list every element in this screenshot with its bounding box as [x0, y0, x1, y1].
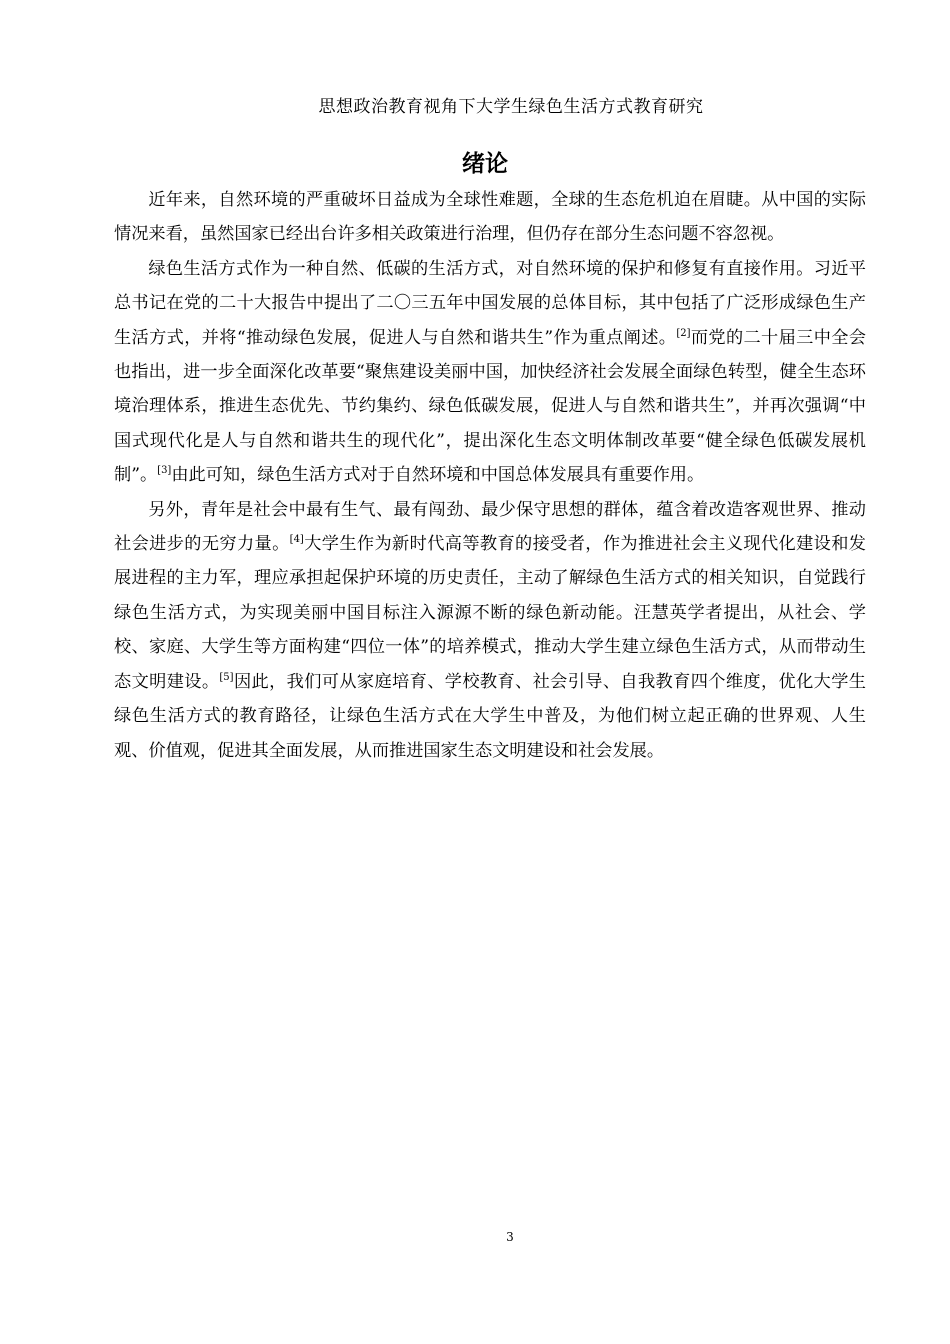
page-number: 3 [506, 1230, 514, 1244]
paragraph-text: 绿色生活方式作为一种自然、低碳的生活方式，对自然环境的保护和修复有直接作用。习近平总书记在党的二十大报告中提出了二〇三五年中国发展的总体目标，其中包括了广泛形成绿色生产生活方式，并将“推动绿色发展，促进人与自然和谐共生”作为重点阐述。 [114, 258, 866, 348]
running-header: 思想政治教育视角下大学生绿色生活方式教育研究 [318, 97, 704, 117]
citation-ref: [3] [157, 465, 172, 477]
chapter-title: 绪论 [462, 151, 508, 177]
citation-ref: [5] [219, 671, 234, 683]
paragraph-youth [114, 493, 866, 768]
paragraph-green-lifestyle [114, 252, 866, 493]
paragraph-text: 因此，我们可从家庭培育、学校教育、社会引导、自我教育四个维度，优化大学生绿色生活方式的教育路径，让绿色生活方式在大学生中普及，为他们树立起正确的世界观、人生观、价值观，促进其全面发展，从而推进国家生态文明建设和社会发展。 [114, 671, 866, 761]
paragraph-text: 近年来，自然环境的严重破坏日益成为全球性难题，全球的生态危机迫在眉睫。从中国的实际情况来看，虽然国家已经出台许多相关政策进行治理，但仍存在部分生态问题不容忽视。 [114, 190, 866, 245]
body-text [114, 183, 866, 768]
citation-ref: [2] [676, 327, 691, 339]
paragraph-text: 而党的二十届三中全会也指出，进一步全面深化改革要“聚焦建设美丽中国，加快经济社会发展全面绿色转型，健全生态环境治理体系，推进生态优先、节约集约、绿色低碳发展，促进人与自然和谐共生”，并再次强调“中国式现代化是人与自然和谐共生的现代化”，提出深化生态文明体制改革要“健全绿色低碳发展机制”。 [114, 327, 866, 486]
citation-ref: [4] [289, 534, 304, 546]
paragraph-text: 由此可知，绿色生活方式对于自然环境和中国总体发展具有重要作用。 [171, 465, 705, 486]
paragraph-text: 大学生作为新时代高等教育的接受者，作为推进社会主义现代化建设和发展进程的主力军，理应承担起保护环境的历史责任，主动了解绿色生活方式的相关知识，自觉践行绿色生活方式，为实现美丽中国目标注入源源不断的绿色新动能。汪慧英学者提出，从社会、学校、家庭、大学生等方面构建“四位一体”的培养模式，推动大学生建立绿色生活方式，从而带动生态文明建设。 [114, 534, 866, 692]
paragraph-intro [114, 183, 866, 252]
paragraph-text: 另外，青年是社会中最有生气、最有闯劲、最少保守思想的群体，蕴含着改造客观世界、推动社会进步的无穷力量。 [114, 499, 866, 555]
